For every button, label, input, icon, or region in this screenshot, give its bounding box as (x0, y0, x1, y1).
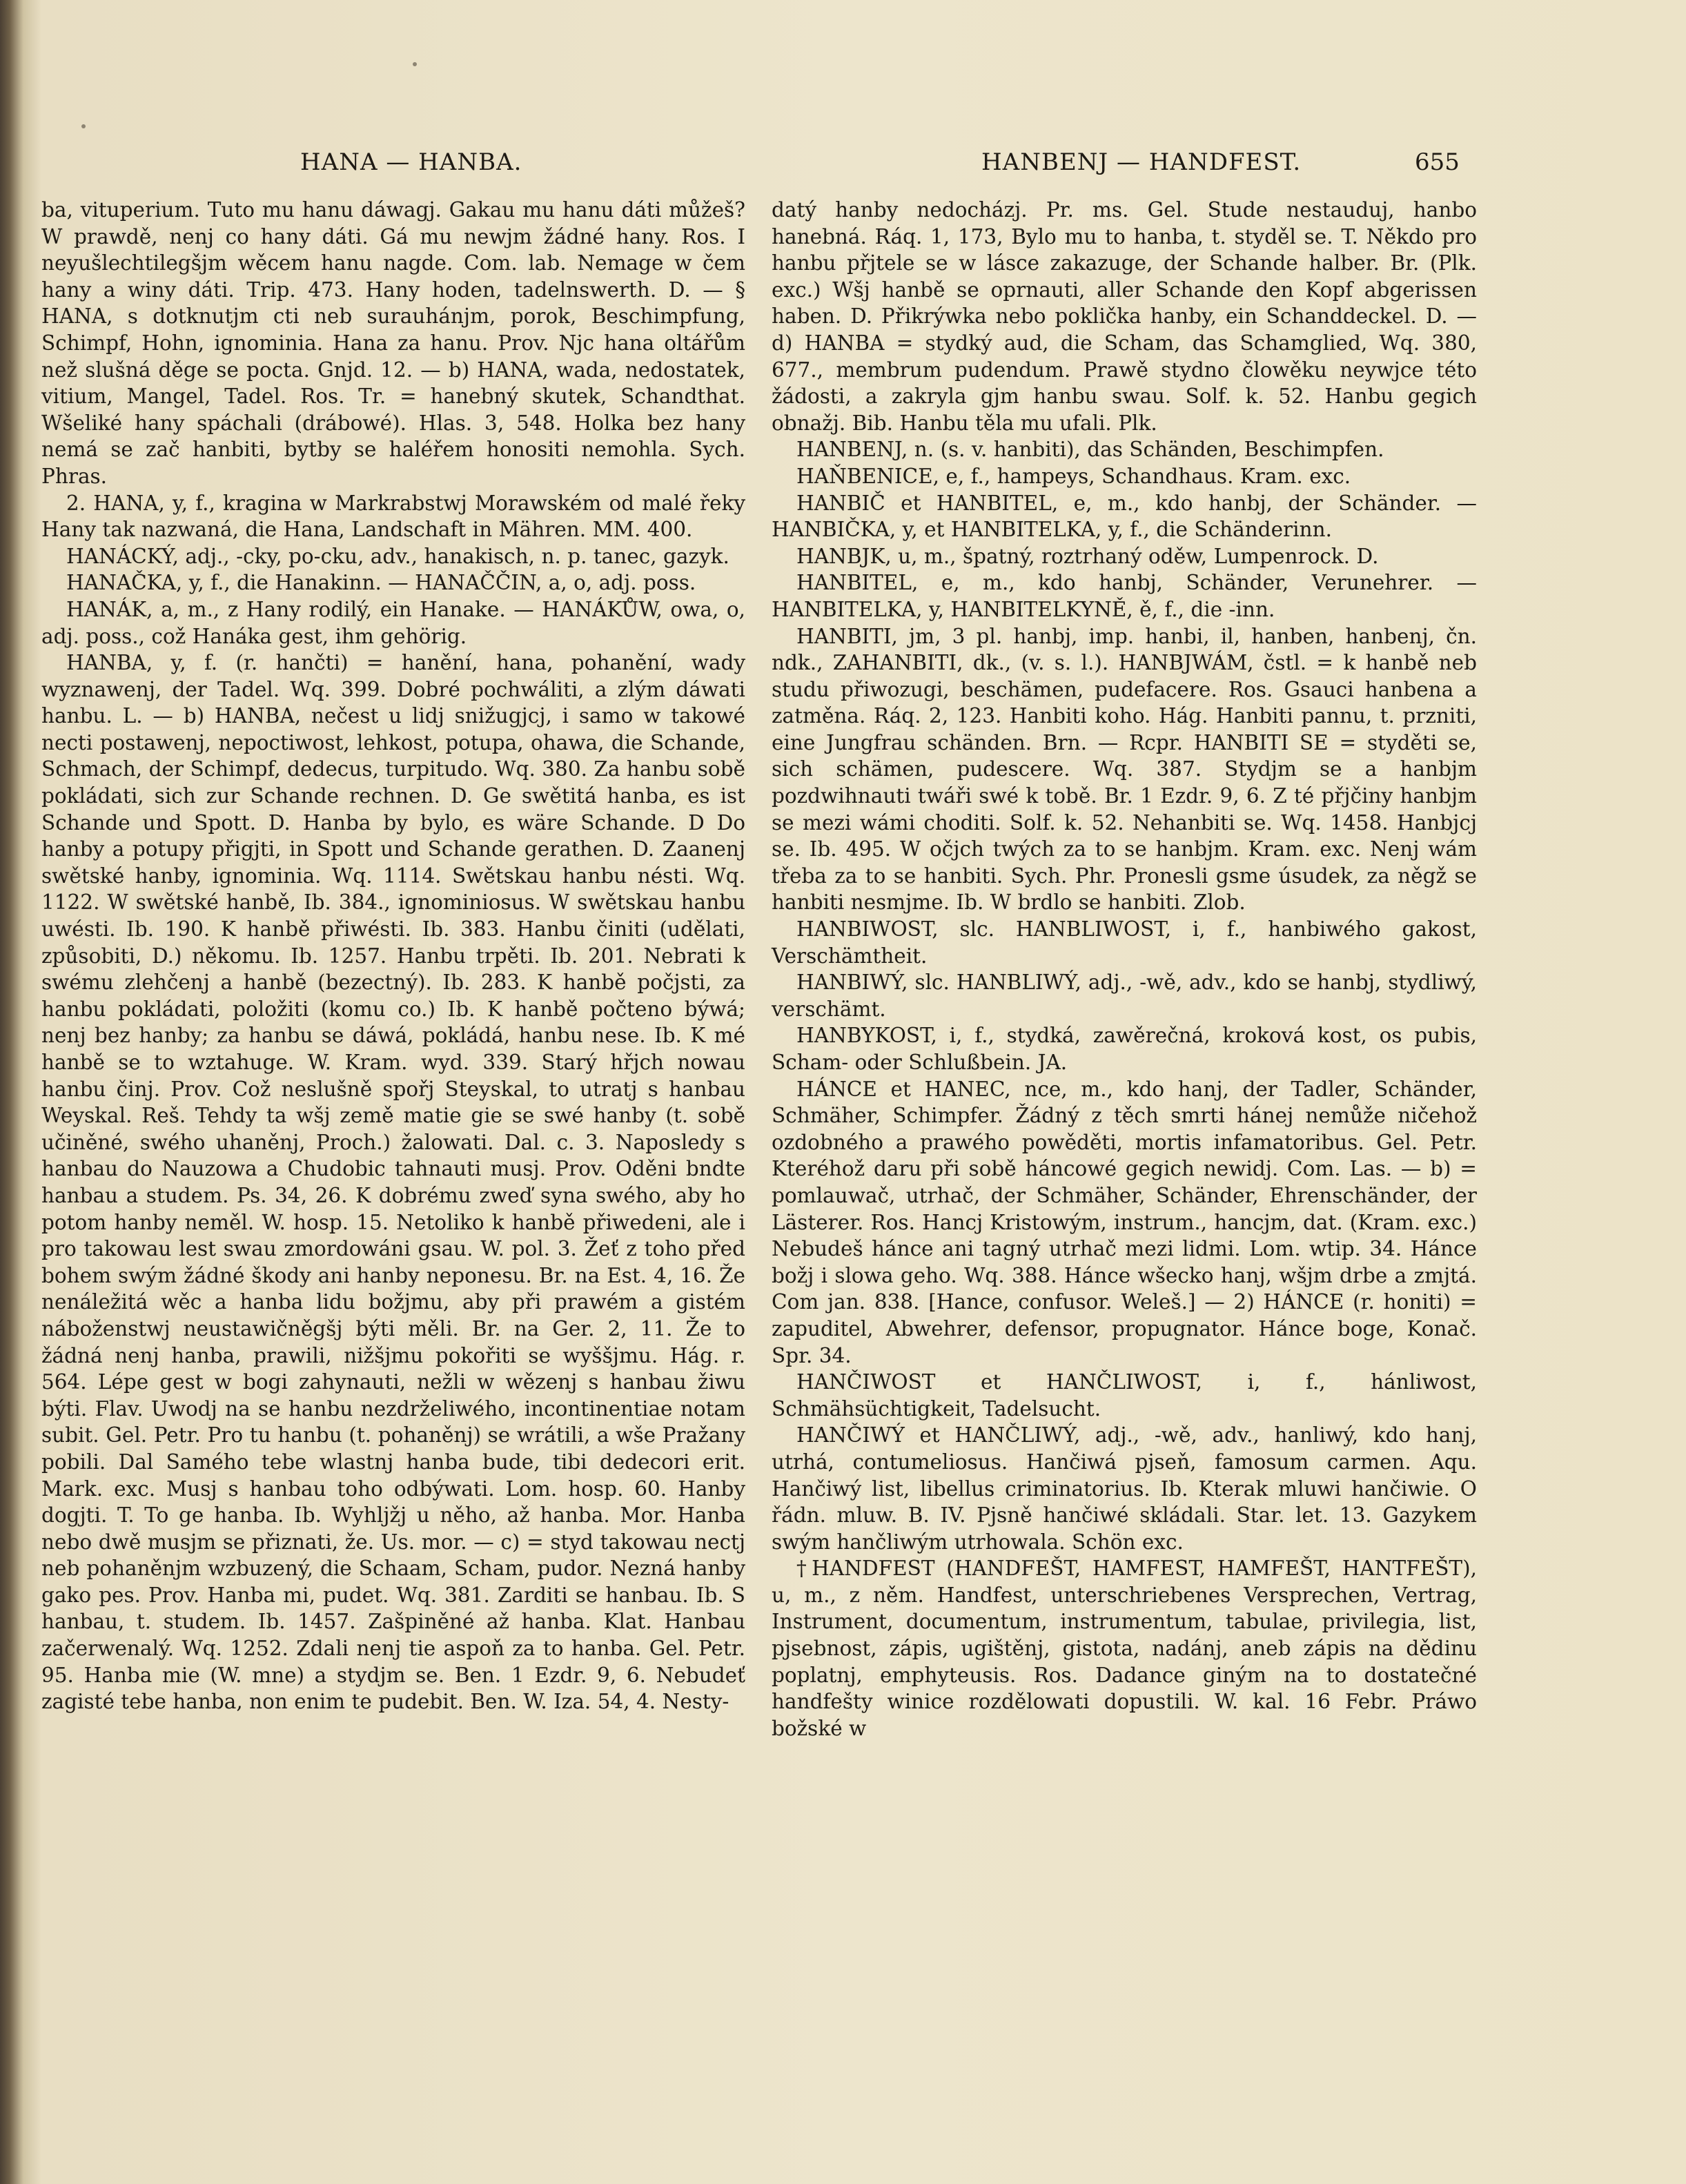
entry-paragraph: 2. HANA, y, f., kragina w Markrabstwj Morawském od malé řeky Hany tak nazwaná, die Hana, Landschaft in Mähren. MM. 400. (41, 491, 745, 542)
entry-paragraph: HANAČKA, y, f., die Hanakinn. — HANAČČIN, a, o, adj. poss. (66, 571, 696, 595)
entry-paragraph: HANBYKOST, i, f., stydká, zawěrečná, kroková kost, os pubis, Scham- oder Schlußbein. JA. (772, 1024, 1477, 1074)
entry-paragraph: HANBJK, u, m., špatný, roztrhaný oděw, Lumpenrock. D. (796, 544, 1379, 568)
entry-paragraph: HAŇBENICE, e, f., hampeys, Schandhaus. Kram. exc. (796, 464, 1351, 488)
page-speck (81, 124, 86, 128)
entry-paragraph: HANBA, y, f. (r. hančti) = hanění, hana, pohanění, wady wyznawenj, der Tadel. Wq. 399. Dobré pochwáliti, a zlým dáwati hanbu. L. — b) HANBA, nečest u lidj snižugjcj, i samo w takowé necti postawenj, nepoctiwost, lehkost, potupa, ohawa, die Schande, Schmach, der Schimpf, dedecus, turpitudo. Wq. 380. Za hanbu sobě pokládati, sich zur Schande rechnen. D. Ge swětitá hanba, es ist Schande und Spott. D. Hanba by bylo, es wäre Schande. D Do hanby a potupy přigjti, in Spott und Schande gerathen. D. Zaanenj swětské hanby, ignominia. Wq. 1114. Swětskau hanbu nésti. Wq. 1122. W swětské hanbě, Ib. 384., ignominiosus. W swětskau hanbu uwésti. Ib. 190. K hanbě přiwésti. Ib. 383. Hanbu činiti (udělati, způsobiti, D.) někomu. Ib. 1257. Hanbu trpěti. Ib. 201. Nebrati k swému zlehčenj a hanbě (bezectný). Ib. 283. K hanbě počjsti, za hanbu pokládati, položiti (komu co.) Ib. K hanbě počteno býwá; nenj bez hanby; za hanbu se dáwá, pokládá, hanbu nese. Ib. K mé hanbě se to wztahuge. W. Kram. wyd. 339. Starý hřjch nowau hanbu činj. Prov. Což neslušně spořj Steyskal, to utratj s hanbau Weyskal. Reš. Tehdy ta wšj země matie gie se swé hanby (t. sobě učiněné, swého uhaněnj, Proch.) žalowati. Dal. c. 3. Naposledy s hanbau do Nauzowa a Chudobic tahnauti musj. Prov. Oděni bndte hanbau a studem. Ps. 34, 26. K dobrému zweď syna swého, aby ho potom hanby neměl. W. hosp. 15. Netoliko k hanbě přiwedeni, ale i pro takowau lest swau zmordowáni gsau. W. pol. 3. Žeť z toho před bohem swým žádné škody ani hanby neponesu. Br. na Est. 4, 16. Že nenáležitá wěc a hanba lidu božjmu, aby při prawém a gistém náboženstwj neustawičněgšj býti měli. Br. na Ger. 2, 11. Že to žádná nenj hanba, prawili, nižšjmu pokořiti se wyššjmu. Hág. r. 564. Lépe gest w bogi zahynauti, nežli w wězenj s hanbau žiwu býti. Flav. Uwodj na se hanbu nezdrželiwého, incontinentiae notam subit. Gel. Petr. Pro tu hanbu (t. pohaněnj) se wrátili, a wše Pražany pobili. Dal Samého tebe wlastnj hanba bude, tibi dedecori erit. Mark. exc. Musj s hanbau toho odbýwati. Lom. hosp. 60. Hanby dogjti. T. To ge hanba. Ib. Wyhljžj u něho, až hanba. Mor. Hanba nebo dwě musjm se přiznati, že. Us. mor. — c) = styd takowau nectj neb pohaněnjm wzbuzený, die Schaam, Scham, pudor. Nezná hanby gako pes. Prov. Hanba mi, pudet. Wq. 381. Zarditi se hanbau. Ib. S hanbau, t. studem. Ib. 1457. Zašpiněné až hanba. Klat. Hanbau začerwenalý. Wq. 1252. Zdali nenj tie aspoň za to hanba. Gel. Petr. 95. Hanba mie (W. mne) a stydjm se. Ben. 1 Ezdr. 9, 6. Nebudeť zagisté tebe hanba, non enim te pudebit. Ben. W. Iza. 54, 4. Nesty- (41, 651, 745, 1714)
entry-paragraph: HANČIWÝ et HANČLIWÝ, adj., -wě, adv., hanliwý, kdo hanj, utrhá, contumeliosus. Hančiwá pjseň, famosum carmen. Aqu. Hančiwý list, libellus criminatorius. Ib. Kterak mluwi hančiwie. O řádn. mluw. B. IV. Pjsně hančiwé skládali. Star. let. 13. Gazykem swým hančliwým utrhowala. Schön exc. (772, 1423, 1477, 1554)
entry-paragraph: HANBIČ et HANBITEL, e, m., kdo hanbj, der Schänder. — HANBIČKA, y, et HANBITELKA, y, f., die Schänderinn. (772, 491, 1477, 542)
entry-paragraph: ba, vituperium. Tuto mu hanu dáwagj. Gakau mu hanu dáti můžeš? W prawdě, nenj co hany dáti. Gá mu newjm žádné hany. Ros. I neyušlechtilegšjm wěcem hanu nagde. Com. lab. Nemage w čem hany a winy dáti. Trip. 473. Hany hoden, tadelnswerth. D. — § HANA, s dotknutjm cti neb surauhánjm, porok, Beschimpfung, Schimpf, Hohn, ignominia. Hana za hanu. Prov. Njc hana oltářům než slušná děge se pocta. Gnjd. 12. — b) HANA, wada, nedostatek, vitium, Mangel, Tadel. Ros. Tr. = hanebný skutek, Schandthat. Wšeliké hany spáchali (drábowé). Hlas. 3, 548. Holka bez hany nemá se zač hanbiti, bytby se haléřem honositi nemohla. Sych. Phras. (41, 198, 745, 488)
page-speck (413, 62, 417, 66)
entry-paragraph: HANÁK, a, m., z Hany rodilý, ein Hanake. — HANÁKŮW, owa, o, adj. poss., což Hanáka gest, ihm gehörig. (41, 597, 745, 648)
entry-paragraph: HANBIWÝ, slc. HANBLIWÝ, adj., -wě, adv., kdo se hanbj, stydliwý, verschämt. (772, 971, 1477, 1021)
entry-paragraph: HANBENJ, n. (s. v. hanbiti), das Schänden, Beschimpfen. (796, 438, 1384, 462)
entry-paragraph: datý hanby nedocházj. Pr. ms. Gel. Stude nestauduj, hanbo hanebná. Ráq. 1, 173, Bylo mu to hanba, t. styděl se. T. Někdo pro hanbu přjtele se w lásce zakazuge, der Schande halber. Br. (Plk. exc.) Wšj hanbě se oprnauti, aller Schande den Kopf abgerissen haben. D. Přikrýwka nebo poklička hanby, ein Schanddeckel. D. — d) HANBA = stydký aud, die Scham, das Schamglied, Wq. 380, 677., membrum pudendum. Prawě stydno člowěku neywjce této žádosti, a zakryla gjm hanbu swau. Solf. k. 52. Hanbu gegich obnažj. Bib. Hanbu těla mu ufali. Plk. (772, 198, 1477, 435)
entry-paragraph: HANČIWOST et HANČLIWOST, i, f., hánliwost, Schmähsüchtigkeit, Tadelsucht. (772, 1370, 1477, 1421)
entry-paragraph: HANÁCKÝ, adj., -cky, po-cku, adv., hanakisch, n. p. tanec, gazyk. (66, 544, 729, 568)
entry-paragraph: HANBITEL, e, m., kdo hanbj, Schänder, Verunehrer. — HANBITELKA, y, HANBITELKYNĚ, ě, f., die -inn. (772, 571, 1477, 621)
entry-paragraph: HANBITI, jm, 3 pl. hanbj, imp. hanbi, il, hanben, hanbenj, čn. ndk., ZAHANBITI, dk., (v. s. l.). HANBJWÁM, čstl. = k hanbě neb studu přiwozugi, beschämen, pudefacere. Ros. Gsauci hanbena a zatměna. Ráq. 2, 123. Hanbiti koho. Hág. Hanbiti pannu, t. przniti, eine Jungfrau schänden. Brn. — Rcpr. HANBITI SE = styděti se, sich schämen, pudescere. Wq. 387. Stydjm se a hanbjm pozdwihnauti twáři swé k tobě. Br. 1 Ezdr. 9, 6. Z té přjčiny hanbjm se mezi wámi choditi. Solf. k. 52. Nehanbiti se. Wq. 1458. Hanbjcj se. Ib. 495. W očjch twých za to se hanbjm. Kram. exc. Nenj wám třeba za to se hanbiti. Sych. Phr. Pronesli gsme úsudek, za něgž se hanbiti nesmjme. Ib. W brdlo se hanbiti. Zlob. (772, 624, 1477, 915)
entry-paragraph: HÁNCE et HANEC, nce, m., kdo hanj, der Tadler, Schänder, Schmäher, Schimpfer. Žádný z těch smrti hánej nemůže ničehož ozdobného a prawého powěděti, mortis infamatoribus. Gel. Petr. Kteréhož daru při sobě háncowé gegich newidj. Com. Las. — b) = pomlauwač, utrhač, der Schmäher, Schänder, Ehrenschänder, der Lästerer. Ros. Hancj Kristowým, instrum., hancjm, dat. (Kram. exc.) Nebudeš hánce ani tagný utrhač mezi lidmi. Lom. wtip. 34. Hánce božj i slowa geho. Wq. 388. Hánce wšecko hanj, wšjm drbe a zmjtá. Com jan. 838. [Hance, confusor. Weleš.] — 2) HÁNCE (r. honiti) = zapuditel, Abwehrer, defensor, propugnator. Hánce boge, Konač. Spr. 34. (772, 1077, 1477, 1367)
left-column (41, 197, 745, 1715)
right-column (772, 197, 1477, 1742)
entry-paragraph: HANBIWOST, slc. HANBLIWOST, i, f., hanbiwého gakost, Verschämtheit. (772, 917, 1477, 968)
left-running-head: HANA — HANBA. (300, 148, 522, 176)
entry-paragraph: †HANDFEST (HANDFEŠT, HAMFEST, HAMFEŠT, HANTFEŠT), u, m., z něm. Handfest, unterschriebenes Versprechen, Vertrag, Instrument, documentum, instrumentum, tabulae, privilegia, list, pjsebnost, zápis, ugištěnj, gistota, nadánj, aneb zápis na dědinu poplatnj, emphyteusis. Ros. Dadance giným na to dostatečné handfešty winice rozdělowati dopustili. W. kal. 16 Febr. Práwo božské w (772, 1557, 1477, 1740)
right-running-head: HANBENJ — HANDFEST. (981, 148, 1302, 176)
page-number: 655 (1415, 148, 1460, 176)
page-header (62, 148, 1493, 190)
